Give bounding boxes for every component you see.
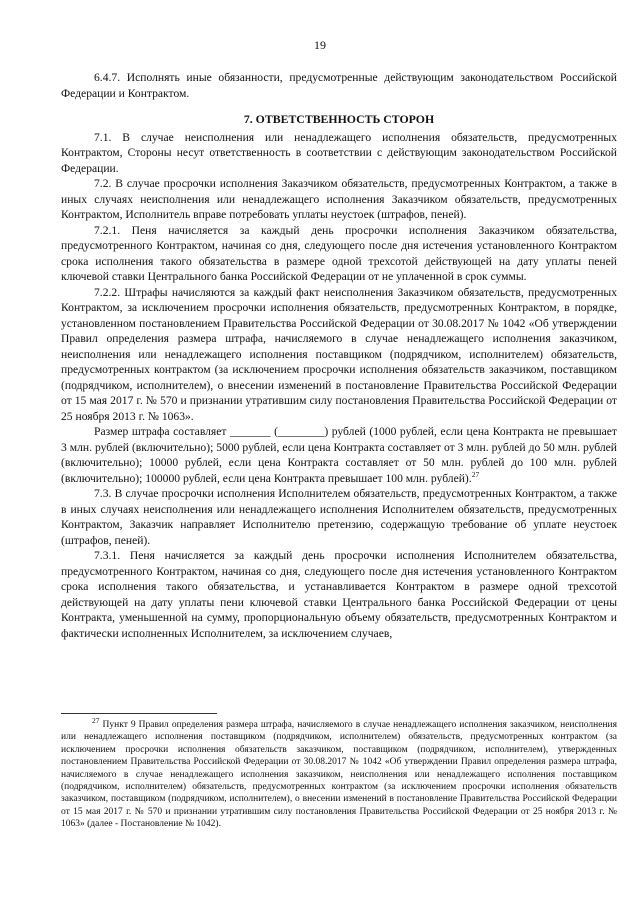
paragraph-6-4-7: 6.4.7. Исполнять иные обязанности, предусмотренные действующим законодательством Российской Федерации и Контрактом. [61,71,617,100]
document-body [61,70,617,641]
footnote-number: 27 [92,715,100,725]
footnote-separator [61,713,217,714]
footnote-text: Пункт 9 Правил определения размера штрафа, начисляемого в случае ненадлежащего исполнения заказчиком, неисполнения или ненадлежащего исполнения поставщиком (подрядчиком, исполнителем) обязательств, предусмотренных контрактом (за исключением просрочки исполнения обязательств заказчиком, поставщиком (подрядчиком, исполнителем), утвержденных постановлением Правительства Российской Федерации от 30.08.2017 № 1042 «Об утверждении Правил определения размера штрафа, начисляемого в случае ненадлежащего исполнения заказчиком, неисполнения или ненадлежащего исполнения поставщиком (подрядчиком, исполнителем) обязательств, предусмотренных контрактом (за исключением просрочки исполнения обязательств заказчиком, поставщиком (подрядчиком, исполнителем), о внесении изменений в постановление Правительства Российской Федерации от 15 мая 2017 г. № 570 и признании утратившим силу постановления Правительства Российской Федерации от 25 ноября 2013 г. № 1063» (далее - Постановление № 1042). [61,720,617,830]
footnote [61,715,617,831]
paragraph-7-3-1: 7.3.1. Пеня начисляется за каждый день просрочки исполнения Исполнителем обязательства, предусмотренного Контрактом, начиная со дня, следующего после дня истечения установленного Контрактом срока исполнения такого обязательства, и устанавливается Контрактом в размере одной трехсотой действующей на дату уплаты пени ключевой ставки Центрального банка Российской Федерации от цены Контракта, уменьшенной на сумму, пропорциональную объему обязательств, предусмотренных Контрактом и фактически исполненных Исполнителем, за исключением случаев, [61,549,617,640]
paragraph-7-2-2: 7.2.2. Штрафы начисляются за каждый факт неисполнения Заказчиком обязательств, предусмотренных Контрактом, за исключением просрочки исполнения обязательств, предусмотренных Контрактом, в порядке, установленном постановлением Правительства Российской Федерации от 30.08.2017 № 1042 «Об утверждении Правил определения размера штрафа, начисляемого в случае ненадлежащего исполнения заказчиком, неисполнения или ненадлежащего исполнения поставщиком (подрядчиком, исполнителем) обязательств, предусмотренных контрактом (за исключением просрочки исполнения обязательств заказчиком, поставщиком (подрядчиком, исполнителем), о внесении изменений в постановление Правительства Российской Федерации от 15 мая 2017 г. № 570 и признании утратившим силу постановления Правительства Российской Федерации от 25 ноября 2013 г. № 1063». [61,285,617,423]
paragraph-7-3: 7.3. В случае просрочки исполнения Исполнителем обязательств, предусмотренных Контрактом, а также в иных случаях неисполнения или ненадлежащего исполнения Исполнителем обязательств, предусмотренных Контрактом, Заказчик направляет Исполнителю претензию, содержащую требование об уплате неустоек (штрафов, пеней). [61,487,617,547]
fine-amount-text: Размер штрафа составляет _______ (________) рублей (1000 рублей, если цена Контракта не превышает 3 млн. рублей (включительно); 5000 рублей, если цена Контракта составляет от 3 млн. рублей до 50 млн. рублей (включительно); 10000 рублей, если цена Контракта составляет от 50 млн. рублей до 100 млн. рублей (включительно); 100000 рублей, если цена Контракта превышает 100 млн. рублей). [61,425,617,485]
section-heading: 7. ОТВЕТСТВЕННОСТЬ СТОРОН [243,112,435,126]
paragraph-7-1: 7.1. В случае неисполнения или ненадлежащего исполнения обязательств, предусмотренных Контрактом, Стороны несут ответственность в соответствии с действующим законодательством Российской Федерации. [61,130,617,175]
page-number: 19 [314,38,326,52]
paragraph-7-2: 7.2. В случае просрочки исполнения Заказчиком обязательств, предусмотренных Контрактом, а также в иных случаях неисполнения или ненадлежащего исполнения Заказчиком обязательств, предусмотренных Контрактом, Исполнитель вправе потребовать уплаты неустоек (штрафов, пеней). [61,177,617,221]
footnote-reference[interactable]: 27 [471,469,480,479]
paragraph-fine-amount [61,424,617,486]
paragraph-7-2-1: 7.2.1. Пеня начисляется за каждый день просрочки исполнения Заказчиком обязательства, предусмотренного Контрактом, начиная со дня, следующего после дня истечения установленного Контрактом срока исполнения такого обязательства в размере одной трехсотой действующей на дату уплаты пеней ключевой ставки Центрального банка Российской Федерации от не уплаченной в срок суммы. [61,223,617,283]
